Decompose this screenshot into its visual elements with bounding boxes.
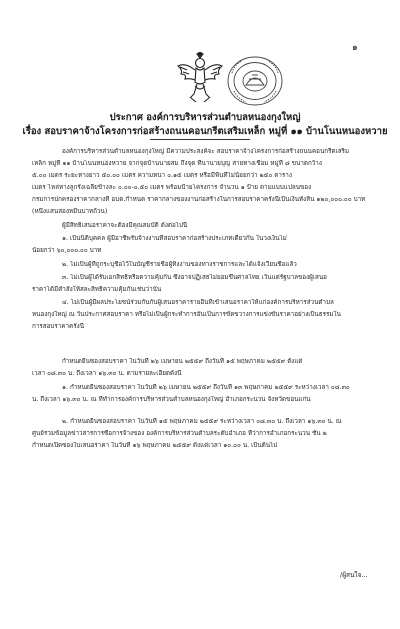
body-line: ๔. ไม่เป็นผู้มีผลประโยชน์ร่วมกันกับผู้เสนอราคารายอื่นที่เข้าเสนอราคาให้แก่องค์การบริหารส่วนตำบล xyxy=(62,299,334,306)
body-line: น้อยกว่า ๖๐,๐๐๐.๐๐ บาท xyxy=(32,247,102,254)
announcement-subject: เรื่อง สอบราคาจ้างโครงการก่อสร้างถนนคอนกรีตเสริมเหล็ก หมู่ที่ ๑๑ บ้านโนนหนองหวาย xyxy=(22,126,388,137)
garuda-emblem-icon xyxy=(175,52,225,104)
body-line: กำหนดเปิดซองใบเสนอราคา ในวันที่ ๑๖ พฤษภาคม ๒๕๕๙ ตั้งแต่เวลา ๑๐.๐๐ น. เป็นต้นไป xyxy=(32,442,278,449)
body-line: (หนึ่งแสนสองหมื่นบาทถ้วน) xyxy=(32,208,108,215)
body-line: การสอบราคาครั้งนี้ xyxy=(32,323,84,330)
body-line: กรมการปกครองราคากลางที่ อบต.กำหนด ราคากลางของงานก่อสร้างในการสอบราคาครั้งนี้เป็นเงินทั้งสิ้น ๑๒๐,๐๐๐.๐๐ บาท xyxy=(32,196,366,203)
body-line: หนองกุงใหญ่ ณ วันประกาศสอบราคา หรือไม่เป็นผู้กระทำการอันเป็นการขัดขวางการแข่งขันราคาอย่างเป็นธรรมใน xyxy=(32,311,341,318)
body-line: ๒. กำหนดยื่นซองสอบราคา ในวันที่ ๑๕ พฤษภาคม ๒๕๕๙ ระหว่างเวลา ๐๘.๓๐ น. ถึงเวลา ๑๖.๓๐ น. ณ xyxy=(62,418,342,425)
official-seal-icon xyxy=(226,55,284,107)
page-number-mark: ๑ xyxy=(352,43,358,53)
continued-marker: /ผู้สนใจ... xyxy=(340,571,368,579)
body-line: ๒. ไม่เป็นผู้ที่ถูกระบุชื่อไว้ในบัญชีรายชื่อผู้ทิ้งงานของทางราชการและได้แจ้งเวียนชื่อแล้ว xyxy=(62,261,297,268)
body-line: เวลา ๐๘.๓๐ น. ถึงเวลา ๑๖.๓๐ น. ตามรายละเอียดดังนี้ xyxy=(32,370,182,377)
body-line: ๓. ไม่เป็นผู้ได้รับเอกสิทธิ์หรือความคุ้มกัน ซึ่งอาจปฏิเสธไม่ยอมขึ้นศาลไทย เว้นแต่รัฐบาลของผู้เสนอ xyxy=(62,274,327,281)
announcement-title: ประกาศ องค์การบริหารส่วนตำบลหนองกุงใหญ่ xyxy=(109,112,301,123)
body-line: น. ถึงเวลา ๑๖.๓๐ น. ณ ที่ทำการองค์การบริหารส่วนตำบลหนองกุงใหญ่ อำเภอกระนวน จังหวัดขอนแก่น xyxy=(32,396,311,403)
body-line: ราคาได้มีคำสั่งให้สละสิทธิ์ความคุ้มกันเช่นว่านั้น xyxy=(32,286,162,293)
body-line: ผู้มีสิทธิเสนอราคาจะต้องมีคุณสมบัติ ดังต่อไปนี้ xyxy=(62,222,188,229)
body-line: ๑. กำหนดยื่นซองสอบราคา ในวันที่ ๒๖ เมษายน ๒๕๕๙ ถึงวันที่ ๑๓ พฤษภาคม ๒๕๕๙ ระหว่างเวลา ๐๘.๓๐ xyxy=(62,384,350,391)
body-line: ศูนย์รวมข้อมูลข่าวสารการซื้อการจ้างของ องค์การบริหารส่วนตำบลระดับอำเภอ ที่ว่าการอำเภอกระนวน ชั้น ๒ xyxy=(32,430,327,437)
body-line: ๑. เป็นนิติบุคคล ผู้มีอาชีพรับจ้างงานที่สอบราคาก่อสร้างประเภทเดียวกัน ในวงเงินไม่ xyxy=(62,235,287,242)
body-line: องค์การบริหารส่วนตำบลหนองกุงใหญ่ มีความประสงค์จะ สอบราคาจ้างโครงการก่อสร้างถนนคอนกรีตเสริม xyxy=(62,148,350,155)
body-line: เหล็ก หมู่ที่ ๑๑ บ้านโนนหนองหวาย จากจุดบ้านนายสม ถึงจุด ที่นานายบุญ สายทางเชื่อม หมู่ที่ ๘ ขนาดกว้าง xyxy=(32,160,322,167)
body-line: ๕.๐๐ เมตร ระยะทางยาว ๕๐.๐๐ เมตร ความหนา ๐.๑๕ เมตร หรือมีพื้นที่ไม่น้อยกว่า ๒๕๐ ตาราง xyxy=(32,172,292,179)
body-line: เมตร ไหล่ทางลูกรังเฉลี่ยข้างละ ๐.๐๐-๐.๕๐ เมตร พร้อมป้ายโครงการ จำนวน ๑ ป้าย ตามแบบแปลนของ xyxy=(32,184,312,191)
body-line: กำหนดยื่นซองสอบราคา ในวันที่ ๒๖ เมษายน ๒๕๕๙ ถึงวันที่ ๑๕ พฤษภาคม ๒๕๕๙ ตั้งแต่ xyxy=(62,358,303,365)
title-divider xyxy=(150,139,250,140)
